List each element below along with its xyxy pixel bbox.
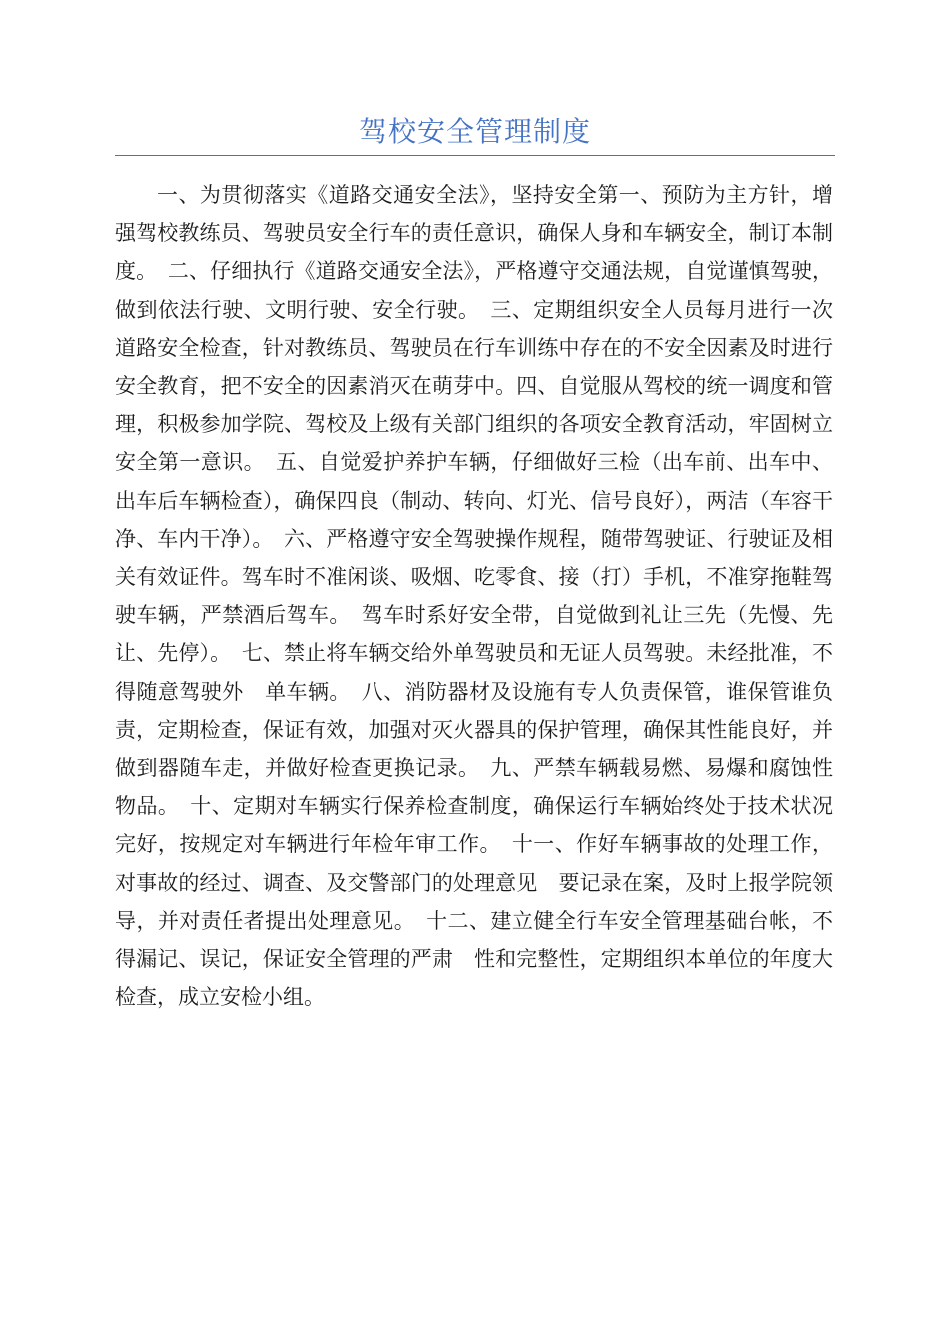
title-underline (115, 155, 835, 156)
page-title: 驾校安全管理制度 (358, 115, 591, 148)
document-body: 一、为贯彻落实《道路交通安全法》，坚持安全第一、预防为主方针，增强驾校教练员、驾驶员安全行车的责任意识，确保人身和车辆安全，制订本制度。 二、仔细执行《道路交通安全法》，严格遵守交通法规，自觉谨慎驾驶，做到依法行驶、文明行驶、安全行驶。 三、定期组织安全人员每月进行一次道路安全检查，针对教练员、驾驶员在行车训练中存在的不安全因素及时进行安全教育，把不安全的因素消灭在萌芽中。四、自觉服从驾校的统一调度和管理，积极参加学院、驾校及上级有关部门组织的各项安全教育活动，牢固树立安全第一意识。 五、自觉爱护养护车辆，仔细做好三检（出车前、出车中、出车后车辆检查），确保四良（制动、转向、灯光、信号良好），两洁（车容干净、车内干净）。 六、严格遵守安全驾驶操作规程，随带驾驶证、行驶证及相关有效证件。驾车时不准闲谈、吸烟、吃零食、接（打）手机，不准穿拖鞋驾驶车辆，严禁酒后驾车。 驾车时系好安全带，自觉做到礼让三先（先慢、先让、先停）。 七、禁止将车辆交给外单驾驶员和无证人员驾驶。未经批准，不得随意驾驶外 单车辆。 八、消防器材及设施有专人负责保管，谁保管谁负责，定期检查，保证有效，加强对灭火器具的保护管理，确保其性能良好，并做到器随车走，并做好检查更换记录。 九、严禁车辆载易燃、易爆和腐蚀性物品。 十、定期对车辆实行保养检查制度，确保运行车辆始终处于技术状况完好，按规定对车辆进行年检年审工作。 十一、作好车辆事故的处理工作，对事故的经过、调查、及交警部门的处理意见 要记录在案，及时上报学院领导，并对责任者提出处理意见。 十二、建立健全行车安全管理基础台帐，不得漏记、误记，保证安全管理的严肃 性和完整性，定期组织本单位的年度大检查，成立安检小组。 (115, 183, 833, 1010)
